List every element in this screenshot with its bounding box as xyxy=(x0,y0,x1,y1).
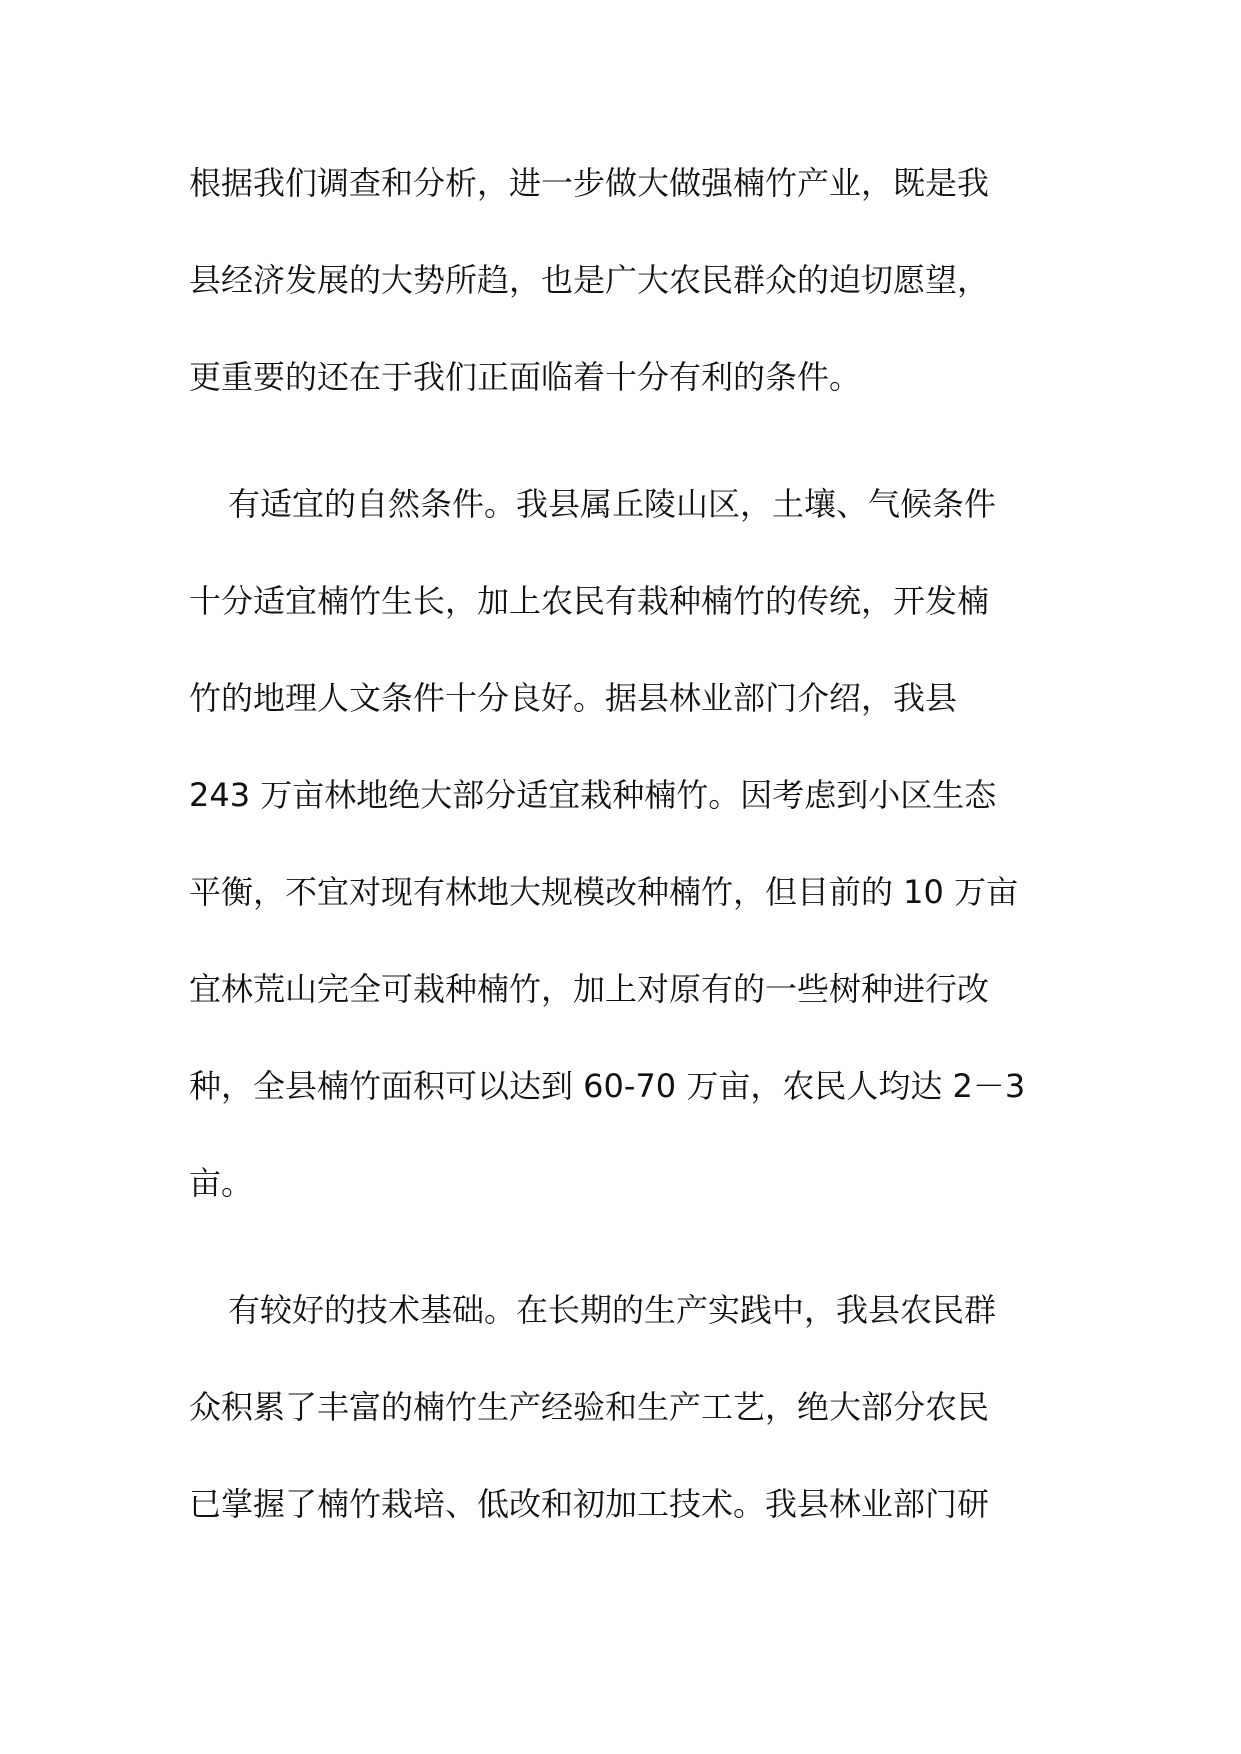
paragraph-3-line-1: 有较好的技术基础。在长期的生产实践中，我县农民群 xyxy=(228,1291,997,1329)
paragraph-2-line-3: 竹的地理人文条件十分良好。据县林业部门介绍，我县 xyxy=(189,679,958,717)
paragraph-1-line-2: 县经济发展的大势所趋，也是广大农民群众的迫切愿望， xyxy=(189,261,990,299)
paragraph-2-line-7: 种，全县楠竹面积可以达到 60-70 万亩，农民人均达 2－3 xyxy=(189,1067,1026,1105)
paragraph-2-line-1: 有适宜的自然条件。我县属丘陵山区，土壤、气候条件 xyxy=(228,485,997,523)
paragraph-3-line-3: 已掌握了楠竹栽培、低改和初加工技术。我县林业部门研 xyxy=(189,1485,990,1523)
paragraph-1-line-3: 更重要的还在于我们正面临着十分有利的条件。 xyxy=(189,358,862,396)
paragraph-2-line-2: 十分适宜楠竹生长，加上农民有栽种楠竹的传统，开发楠 xyxy=(189,582,990,620)
paragraph-2-line-6: 宜林荒山完全可栽种楠竹，加上对原有的一些树种进行改 xyxy=(189,970,990,1008)
paragraph-2-line-4: 243 万亩林地绝大部分适宜栽种楠竹。因考虑到小区生态 xyxy=(189,776,997,814)
paragraph-2-line-8: 亩。 xyxy=(189,1164,254,1202)
paragraph-1-line-1: 根据我们调查和分析，进一步做大做强楠竹产业，既是我 xyxy=(189,164,990,202)
paragraph-2-line-5: 平衡，不宜对现有林地大规模改种楠竹，但目前的 10 万亩 xyxy=(189,873,1019,911)
paragraph-3-line-2: 众积累了丰富的楠竹生产经验和生产工艺，绝大部分农民 xyxy=(189,1388,990,1426)
